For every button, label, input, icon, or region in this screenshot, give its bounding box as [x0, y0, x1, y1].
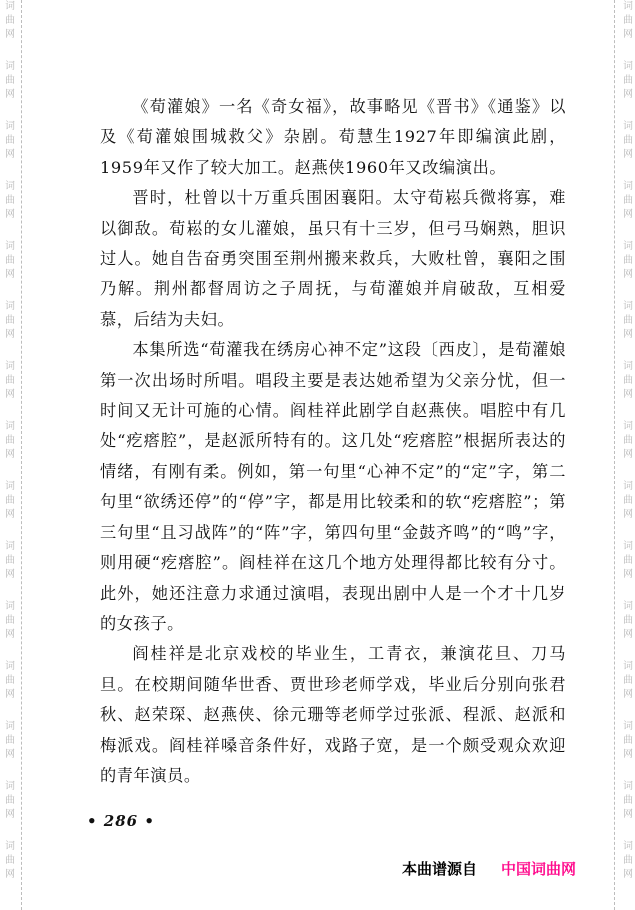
- page-number: • 286 •: [87, 812, 155, 830]
- watermark-group: [0, 120, 20, 180]
- watermark-char: 网: [623, 749, 633, 760]
- watermark-char: 词: [5, 241, 15, 252]
- watermark-group: [0, 240, 20, 300]
- watermark-char: 网: [5, 269, 15, 280]
- watermark-group: [618, 240, 635, 300]
- watermark-char: 网: [623, 149, 633, 160]
- watermark-char: 网: [623, 509, 633, 520]
- watermark-char: 词: [5, 301, 15, 312]
- watermark-char: 网: [623, 809, 633, 820]
- watermark-group: [618, 300, 635, 360]
- watermark-char: 词: [623, 1, 633, 12]
- watermark-group: [0, 180, 20, 240]
- watermark-char: 词: [5, 481, 15, 492]
- watermark-char: 网: [623, 629, 633, 640]
- watermark-char: 网: [623, 869, 633, 880]
- source-site-link[interactable]: 中国词曲网: [501, 860, 577, 878]
- watermark-char: 词: [5, 421, 15, 432]
- watermark-char: 词: [623, 421, 633, 432]
- watermark-group: [0, 780, 20, 840]
- watermark-char: 曲: [5, 255, 15, 266]
- watermark-char: 词: [623, 301, 633, 312]
- watermark-char: 词: [623, 541, 633, 552]
- watermark-char: 网: [5, 869, 15, 880]
- paragraph-aria-analysis: 本集所选“荀灌我在绣房心神不定”这段〔西皮〕，是荀灌娘第一次出场时所唱。唱段主要是表达她希望为父亲分忧，但一时间又无计可施的心情。阎桂祥此剧学自赵燕侠。唱腔中有几处“疙瘩腔”，是赵派所特有的。这几处“疙瘩腔”根据所表达的情绪，有刚有柔。例如，第一句里“心神不定”的“定”字，第二句里“欲绣还停”的“停”字，都是用比较柔和的软“疙瘩腔”；第三句里“且习战阵”的“阵”字，第四句里“金鼓齐鸣”的“鸣”字，则用硬“疙瘩腔”。阎桂祥在这几个地方处理得都比较有分寸。此外，她还注意力求通过演唱，表现出剧中人是一个才十几岁的女孩子。: [100, 340, 567, 633]
- watermark-char: 词: [623, 721, 633, 732]
- watermark-char: 网: [623, 329, 633, 340]
- watermark-char: 词: [5, 121, 15, 132]
- watermark-group: [618, 720, 635, 780]
- watermark-group: [618, 480, 635, 540]
- watermark-char: 网: [623, 209, 633, 220]
- watermark-char: 曲: [623, 675, 633, 686]
- watermark-char: 曲: [623, 555, 633, 566]
- watermark-char: 词: [5, 1, 15, 12]
- watermark-char: 曲: [623, 315, 633, 326]
- watermark-char: 词: [5, 181, 15, 192]
- watermark-char: 词: [5, 601, 15, 612]
- watermark-char: 曲: [623, 135, 633, 146]
- watermark-char: 词: [5, 361, 15, 372]
- watermark-char: 曲: [623, 15, 633, 26]
- watermark-group: [618, 780, 635, 840]
- watermark-char: 曲: [5, 75, 15, 86]
- watermark-char: 词: [623, 241, 633, 252]
- watermark-char: 词: [623, 481, 633, 492]
- watermark-char: 网: [5, 809, 15, 820]
- watermark-group: [618, 0, 635, 60]
- watermark-char: 网: [5, 629, 15, 640]
- watermark-char: 网: [5, 29, 15, 40]
- watermark-char: 曲: [5, 675, 15, 686]
- watermark-group: [0, 720, 20, 780]
- watermark-char: 网: [5, 449, 15, 460]
- watermark-char: 网: [5, 389, 15, 400]
- watermark-char: 曲: [5, 735, 15, 746]
- watermark-char: 词: [5, 841, 15, 852]
- watermark-char: 网: [623, 689, 633, 700]
- left-dashed-divider: [21, 0, 22, 910]
- watermark-char: 曲: [5, 315, 15, 326]
- right-watermark-strip: [618, 0, 635, 910]
- watermark-group: [618, 600, 635, 660]
- watermark-group: [0, 0, 20, 60]
- watermark-group: [0, 840, 20, 900]
- watermark-group: [618, 660, 635, 720]
- paragraph-performer-bio: 阎桂祥是北京戏校的毕业生，工青衣，兼演花旦、刀马旦。在校期间随华世香、贾世珍老师学戏，毕业后分别向张君秋、赵荣琛、赵燕侠、徐元珊等老师学过张派、程派、赵派和梅派戏。阎桂祥嗓音条件好，戏路子宽，是一个颇受观众欢迎的青年演员。: [100, 644, 566, 785]
- watermark-char: 词: [623, 661, 633, 672]
- watermark-char: 网: [5, 569, 15, 580]
- watermark-char: 网: [5, 149, 15, 160]
- watermark-char: 词: [623, 841, 633, 852]
- watermark-char: 网: [623, 569, 633, 580]
- watermark-group: [0, 60, 20, 120]
- left-watermark-strip: [0, 0, 20, 910]
- source-label: 本曲谱源自: [402, 860, 478, 878]
- watermark-char: 曲: [623, 255, 633, 266]
- watermark-char: 网: [623, 449, 633, 460]
- watermark-group: [0, 360, 20, 420]
- watermark-char: 网: [623, 29, 633, 40]
- watermark-char: 网: [5, 329, 15, 340]
- watermark-char: 词: [623, 361, 633, 372]
- watermark-group: [618, 840, 635, 900]
- watermark-char: 曲: [623, 615, 633, 626]
- watermark-char: 曲: [623, 735, 633, 746]
- watermark-char: 曲: [5, 855, 15, 866]
- paragraph-intro: 《荀灌娘》一名《奇女福》，故事略见《晋书》《通鉴》以及《荀灌娘围城救父》杂剧。荀慧生1927年即编演此剧，1959年又作了较大加工。赵燕侠1960年又改编演出。: [100, 97, 566, 177]
- watermark-char: 词: [623, 61, 633, 72]
- watermark-char: 曲: [623, 495, 633, 506]
- document-body: [100, 92, 566, 791]
- watermark-char: 网: [5, 89, 15, 100]
- watermark-char: 网: [623, 389, 633, 400]
- watermark-char: 网: [5, 749, 15, 760]
- watermark-char: 曲: [623, 375, 633, 386]
- watermark-char: 曲: [623, 75, 633, 86]
- watermark-char: 曲: [5, 555, 15, 566]
- watermark-group: [618, 540, 635, 600]
- watermark-char: 曲: [623, 195, 633, 206]
- watermark-char: 词: [623, 121, 633, 132]
- watermark-char: 曲: [623, 855, 633, 866]
- watermark-group: [0, 480, 20, 540]
- watermark-char: 曲: [623, 435, 633, 446]
- watermark-char: 曲: [5, 495, 15, 506]
- watermark-char: 曲: [5, 435, 15, 446]
- watermark-group: [0, 420, 20, 480]
- watermark-char: 网: [5, 689, 15, 700]
- watermark-group: [618, 120, 635, 180]
- watermark-group: [0, 300, 20, 360]
- right-dashed-divider: [614, 0, 615, 910]
- watermark-char: 词: [623, 781, 633, 792]
- watermark-char: 词: [623, 181, 633, 192]
- watermark-char: 词: [5, 781, 15, 792]
- watermark-char: 网: [5, 209, 15, 220]
- watermark-char: 曲: [5, 795, 15, 806]
- watermark-char: 曲: [5, 195, 15, 206]
- watermark-char: 词: [5, 541, 15, 552]
- watermark-group: [618, 360, 635, 420]
- watermark-char: 词: [5, 661, 15, 672]
- watermark-char: 网: [623, 89, 633, 100]
- watermark-group: [618, 420, 635, 480]
- watermark-group: [618, 60, 635, 120]
- watermark-char: 曲: [5, 615, 15, 626]
- source-attribution: [402, 858, 576, 879]
- watermark-char: 词: [5, 61, 15, 72]
- watermark-char: 曲: [623, 795, 633, 806]
- watermark-char: 网: [5, 509, 15, 520]
- watermark-char: 曲: [5, 15, 15, 26]
- watermark-group: [0, 660, 20, 720]
- watermark-char: 词: [623, 601, 633, 612]
- watermark-char: 曲: [5, 135, 15, 146]
- watermark-group: [618, 180, 635, 240]
- watermark-group: [0, 540, 20, 600]
- paragraph-story: 晋时，杜曾以十万重兵围困襄阳。太守荀崧兵微将寡，难以御敌。荀崧的女儿灌娘，虽只有十三岁，但弓马娴熟，胆识过人。她自告奋勇突围至荆州搬来救兵，大败杜曾，襄阳之围乃解。荆州都督周访之子周抚，与荀灌娘并肩破敌，互相爱慕，后结为夫妇。: [100, 188, 566, 329]
- watermark-group: [0, 600, 20, 660]
- watermark-char: 曲: [5, 375, 15, 386]
- watermark-char: 词: [5, 721, 15, 732]
- watermark-char: 网: [623, 269, 633, 280]
